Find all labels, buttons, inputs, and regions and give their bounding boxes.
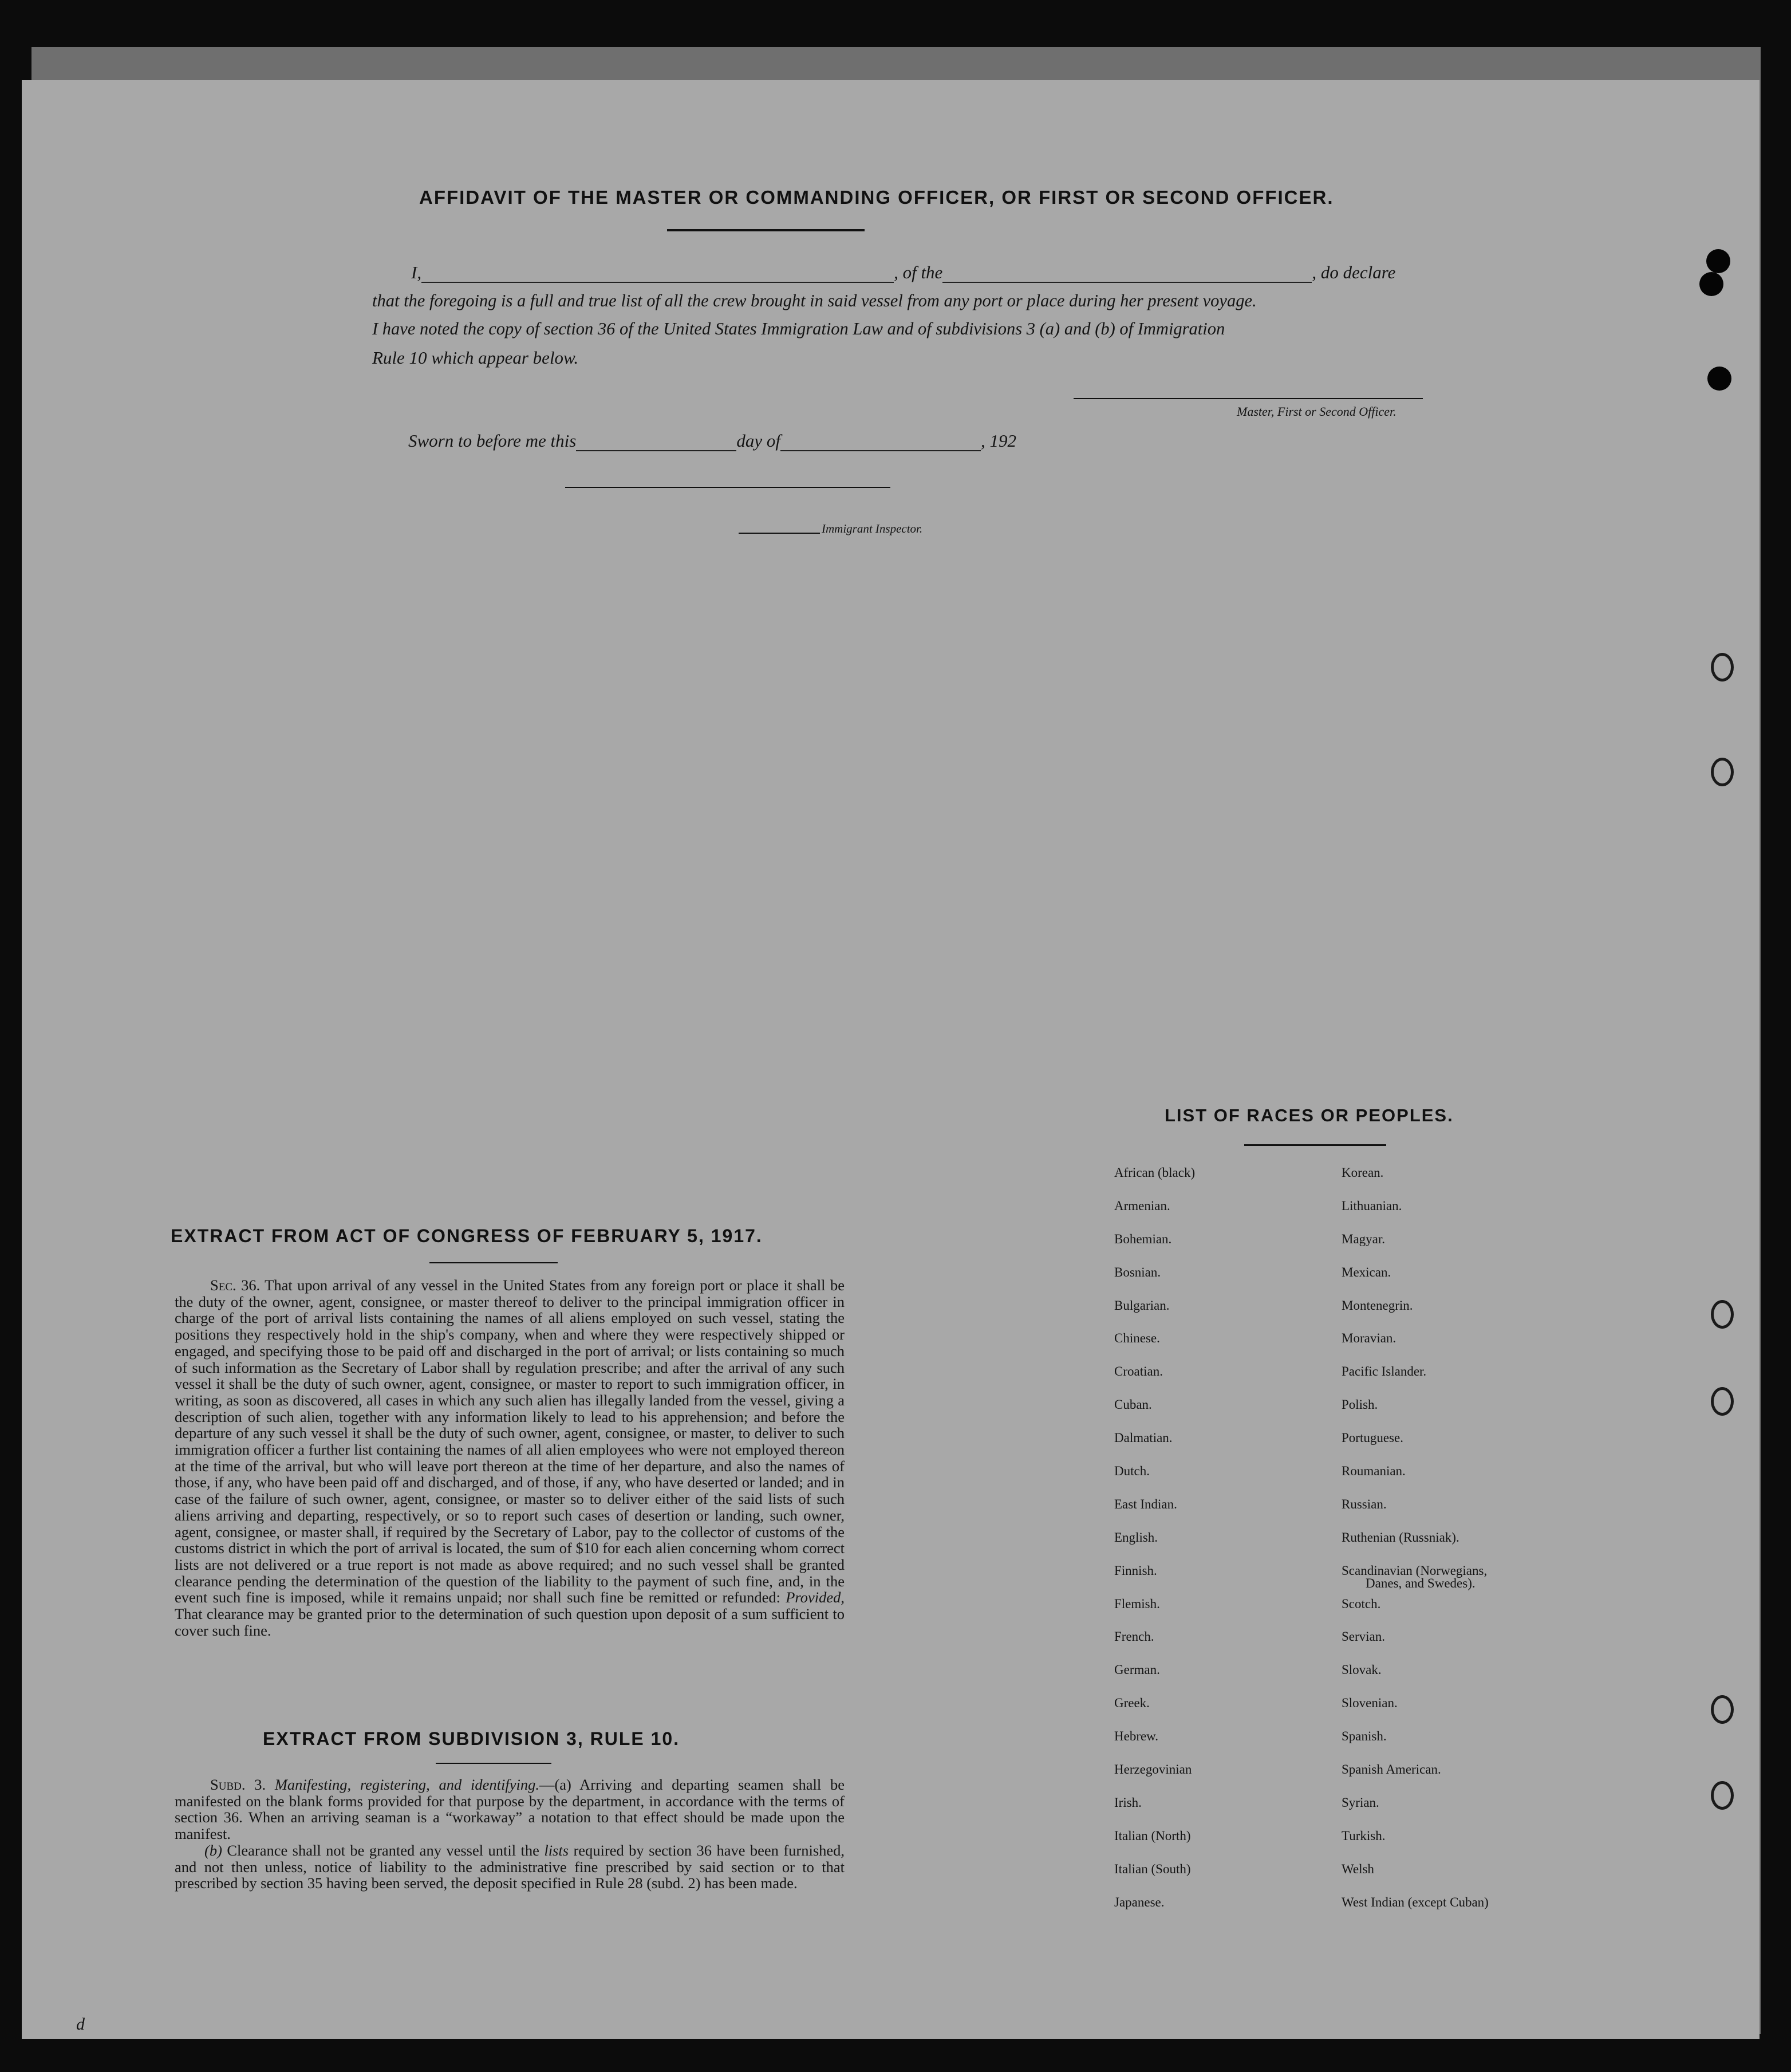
punch-hole-icon — [1711, 1300, 1734, 1329]
race-item: Welsh — [1342, 1861, 1374, 1876]
affidavit-line-1 — [411, 262, 1395, 283]
section-36-text — [175, 1277, 845, 1638]
race-item: Scotch. — [1342, 1596, 1381, 1611]
race-item: Bulgarian. — [1114, 1298, 1170, 1313]
race-item: African (black) — [1114, 1165, 1196, 1180]
race-item: Flemish. — [1114, 1596, 1160, 1611]
race-item: Russian. — [1342, 1496, 1387, 1511]
race-item: Slovenian. — [1342, 1696, 1398, 1711]
affidavit-line-4: Rule 10 which appear below. — [372, 348, 579, 368]
race-item: Cuban. — [1114, 1397, 1152, 1412]
year-label: , 192 — [980, 431, 1016, 451]
race-item: Spanish American. — [1342, 1762, 1441, 1777]
punch-hole-icon — [1707, 367, 1731, 391]
race-item: Slovak. — [1342, 1663, 1382, 1677]
race-item: German. — [1114, 1663, 1160, 1677]
punch-hole-icon — [1699, 272, 1723, 296]
race-item — [1342, 1563, 1489, 1597]
sworn-label: Sworn to before me this — [408, 431, 577, 451]
race-item: Dutch. — [1114, 1464, 1150, 1479]
race-item: Syrian. — [1342, 1795, 1379, 1810]
race-item: Chinese. — [1114, 1331, 1160, 1346]
race-item: Portuguese. — [1342, 1431, 1403, 1445]
inspector-upper-line[interactable] — [565, 487, 890, 488]
corner-mark: d — [76, 2015, 85, 2034]
race-item: French. — [1114, 1629, 1154, 1644]
declarant-i: I, — [411, 262, 422, 282]
race-item: Montenegrin. — [1342, 1298, 1413, 1313]
sworn-day-field[interactable] — [576, 450, 736, 451]
section-36-label: Sec. 36. — [210, 1277, 261, 1294]
rule-extract-heading: EXTRACT FROM SUBDIVISION 3, RULE 10. — [263, 1728, 680, 1749]
para-a-text: Arriving and departing seamen shall be manifested on the blank forms provided for that purpose by the department, in accordance with the terms of section 36. When an arriving seaman is a “workaway” a notation to that effect should be made upon the manifest. — [175, 1776, 845, 1843]
race-item: Italian (South) — [1114, 1861, 1191, 1876]
affidavit-heading-rule — [667, 229, 865, 231]
race-item: Irish. — [1114, 1795, 1142, 1810]
race-item: Finnish. — [1114, 1563, 1157, 1578]
race-item: Hebrew. — [1114, 1729, 1159, 1744]
affidavit-line-2: that the foregoing is a full and true list of all the crew brought in said vessel from any port or place during her present voyage. — [372, 291, 1257, 310]
master-signature-line[interactable] — [1074, 398, 1423, 399]
race-item: Moravian. — [1342, 1331, 1396, 1346]
punch-hole-icon — [1711, 1695, 1734, 1724]
races-right-column — [1342, 1165, 1489, 1928]
inspector-signature-line[interactable] — [739, 533, 820, 534]
race-item: Greek. — [1114, 1696, 1150, 1711]
races-heading: LIST OF RACES OR PEOPLES. — [1165, 1105, 1454, 1125]
race-item: Ruthenian (Russniak). — [1342, 1530, 1459, 1545]
proviso-body: That clearance may be granted prior to the determination of such question upon deposit of a sum sufficient to cover such fine. — [175, 1605, 845, 1639]
para-b-text-2: required by section 36 have been furnished, and not then unless, notice of liability to the administrative fine prescribed by said section or to that prescribed by section 35 having been served, the deposit specified in Rule 28 (subd. 2) has been made. — [175, 1842, 845, 1892]
race-item: Servian. — [1342, 1629, 1386, 1644]
race-item: Italian (North) — [1114, 1828, 1191, 1843]
race-item: Spanish. — [1342, 1729, 1387, 1744]
subdivision-title: Manifesting, registering, and identifying. — [274, 1776, 539, 1793]
subdivision-label: Subd. 3. — [210, 1776, 266, 1793]
proviso-label: Provided, — [786, 1589, 845, 1606]
punch-hole-icon — [1711, 758, 1734, 786]
race-item: Lithuanian. — [1342, 1198, 1402, 1213]
race-item-scandinavian: Scandinavian (Norwegians, — [1342, 1563, 1488, 1578]
section-36-body: That upon arrival of any vessel in the United States from any foreign port or place it shall be the duty of the owner, agent, consignee, or master thereof to deliver to the principal immigration officer in charge of the port of arrival lists containing the names of all aliens employed on such vessel, stating the positions they respectively hold in the ship's company, when and where they were respectively shipped or engaged, and specifying those to be paid off and discharged in the port of arrival; or lists containing so much of such information as the Secretary of Labor shall by regulation prescribe; and after the arrival of any such vessel it shall be the duty of such owner, agent, consignee, or master to report to such immigration officer, in writing, as soon as discovered, all cases in which any such alien has illegally landed from the vessel, giving a description of such alien, together with any information likely to lead to his apprehension; and before the departure of any such vessel it shall be the duty of such owner, agent, consignee, or master, to deliver to such immigration officer a further list containing the names of all alien employees who were not employed thereon at the time of the arrival, but who will leave port thereon at the time of her departure, and also the names of those, if any, who have been paid off and discharged, and of those, if any, who have deserted or landed; and in case of the failure of such owner, agent, consignee, or master so to deliver either of the said lists of such aliens arriving and departing, respectively, or so to report such cases of desertion or landing, such owner, agent, consignee, or master shall, if required by the Secretary of Labor, pay to the collector of customs of the customs district in which the port of arrival is located, the sum of $10 for each alien concerning whom correct lists are not delivered or a true report is not made as above required; and no such vessel shall be granted clearance pending the determination of the question of the liability to the payment of such fine, and, in the event such fine is imposed, while it remains unpaid; nor shall such fine be remitted or refunded: — [175, 1277, 845, 1606]
punch-hole-icon — [1711, 653, 1734, 682]
para-b-mark: (b) — [204, 1842, 222, 1859]
punch-hole-icon — [1706, 249, 1730, 273]
inspector-label: Immigrant Inspector. — [822, 522, 923, 535]
punch-hole-icon — [1711, 1781, 1734, 1810]
race-item: Magyar. — [1342, 1231, 1386, 1246]
declarant-name-field[interactable] — [421, 282, 894, 283]
race-item: Korean. — [1342, 1165, 1384, 1180]
of-the-label: , of the — [894, 262, 943, 282]
affidavit-heading: AFFIDAVIT OF THE MASTER OR COMMANDING OFFICER, OR FIRST OR SECOND OFFICER. — [419, 187, 1334, 208]
do-declare-label: , do declare — [1312, 262, 1396, 282]
para-b-lists: lists — [544, 1842, 569, 1859]
race-item: Croatian. — [1114, 1364, 1163, 1379]
races-heading-rule — [1244, 1144, 1386, 1146]
race-item: Dalmatian. — [1114, 1431, 1173, 1445]
para-b-text-1: Clearance shall not be granted any vessel until the — [227, 1842, 539, 1859]
act-heading-rule — [429, 1262, 558, 1263]
day-of-label: day of — [736, 431, 780, 451]
race-item: Mexican. — [1342, 1265, 1391, 1279]
para-a-mark: —(a) — [539, 1776, 571, 1793]
race-item: Japanese. — [1114, 1894, 1165, 1909]
races-left-column — [1114, 1165, 1195, 1928]
race-item: Armenian. — [1114, 1198, 1170, 1213]
race-item: Bohemian. — [1114, 1231, 1172, 1246]
sworn-month-field[interactable] — [780, 450, 981, 451]
sworn-line — [408, 431, 1016, 451]
document-page — [22, 80, 1760, 2039]
race-item: Pacific Islander. — [1342, 1364, 1427, 1379]
race-item: Herzegovinian — [1114, 1762, 1192, 1777]
race-item: Roumanian. — [1342, 1464, 1406, 1479]
race-item: Polish. — [1342, 1397, 1378, 1412]
affidavit-line-3: I have noted the copy of section 36 of the United States Immigration Law and of subdivisions 3 (a) and (b) of Immigration — [372, 319, 1225, 338]
race-item: Turkish. — [1342, 1828, 1386, 1843]
race-item: English. — [1114, 1530, 1158, 1545]
race-item: East Indian. — [1114, 1496, 1177, 1511]
act-extract-heading: EXTRACT FROM ACT OF CONGRESS OF FEBRUARY 5, 1917. — [171, 1226, 763, 1246]
rule-heading-rule — [436, 1763, 551, 1764]
vessel-name-field[interactable] — [942, 282, 1312, 283]
punch-hole-icon — [1711, 1387, 1734, 1416]
race-item: West Indian (except Cuban) — [1342, 1894, 1489, 1909]
master-signature-label: Master, First or Second Officer. — [1237, 404, 1396, 419]
race-item-scandinavian-cont: Danes, and Swedes). — [1366, 1575, 1476, 1590]
race-item: Bosnian. — [1114, 1265, 1161, 1279]
subdivision-3-text — [175, 1776, 845, 1842]
subdivision-3b-text — [175, 1842, 845, 1892]
